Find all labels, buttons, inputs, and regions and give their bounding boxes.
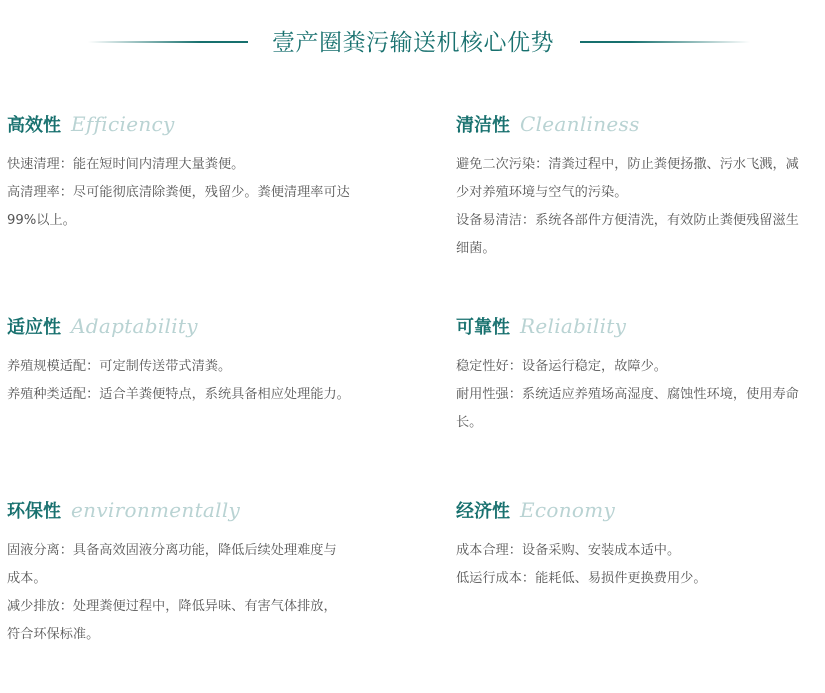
card-heading bbox=[7, 496, 379, 524]
header-divider-right bbox=[580, 41, 750, 43]
card-title-en: Cleanliness bbox=[520, 112, 640, 136]
card-title-en: Reliability bbox=[520, 314, 627, 338]
card-heading bbox=[456, 110, 825, 138]
card-title-zh: 经济性 bbox=[456, 501, 510, 522]
card-title-en: Efficiency bbox=[71, 112, 175, 136]
card-line: 减少排放：处理粪便过程中，降低异味、有害气体排放， bbox=[7, 599, 337, 614]
advantage-card-reliability bbox=[456, 312, 825, 437]
card-title-zh: 高效性 bbox=[7, 115, 61, 136]
card-line: 低运行成本：能耗低、易损件更换费用少。 bbox=[456, 571, 707, 586]
card-title-zh: 可靠性 bbox=[456, 317, 510, 338]
advantage-card-cleanliness bbox=[456, 110, 825, 263]
card-title-en: Adaptability bbox=[71, 314, 198, 338]
card-title-en: Economy bbox=[520, 498, 616, 522]
card-line: 快速清理：能在短时间内清理大量粪便。 bbox=[7, 157, 245, 172]
card-body bbox=[7, 151, 379, 235]
card-line: 符合环保标准。 bbox=[7, 627, 100, 642]
advantage-card-environmental bbox=[7, 496, 379, 649]
card-line: 养殖种类适配：适合羊粪便特点，系统具备相应处理能力。 bbox=[7, 387, 350, 402]
card-line: 细菌。 bbox=[456, 241, 496, 256]
card-title-zh: 环保性 bbox=[7, 501, 61, 522]
card-body bbox=[456, 353, 825, 437]
section-header bbox=[0, 24, 825, 64]
card-line: 避免二次污染：清粪过程中，防止粪便扬撒、污水飞溅，减 bbox=[456, 157, 799, 172]
card-line: 99%以上。 bbox=[7, 213, 76, 228]
advantage-card-adaptability bbox=[7, 312, 379, 409]
card-heading bbox=[456, 496, 825, 524]
card-title-zh: 清洁性 bbox=[456, 115, 510, 136]
advantage-card-economy bbox=[456, 496, 825, 593]
page-title: 壹产圈粪污输送机核心优势 bbox=[272, 30, 554, 56]
card-body bbox=[456, 537, 825, 593]
card-line: 稳定性好：设备运行稳定，故障少。 bbox=[456, 359, 667, 374]
card-line: 长。 bbox=[456, 415, 483, 430]
card-line: 成本合理：设备采购、安装成本适中。 bbox=[456, 543, 681, 558]
card-line: 成本。 bbox=[7, 571, 47, 586]
card-body bbox=[7, 353, 379, 409]
card-body bbox=[7, 537, 379, 649]
advantage-card-efficiency bbox=[7, 110, 379, 235]
card-line: 设备易清洁：系统各部件方便清洗，有效防止粪便残留滋生 bbox=[456, 213, 799, 228]
card-line: 耐用性强：系统适应养殖场高湿度、腐蚀性环境，使用寿命 bbox=[456, 387, 799, 402]
card-line: 高清理率：尽可能彻底清除粪便，残留少。粪便清理率可达 bbox=[7, 185, 350, 200]
card-line: 固液分离：具备高效固液分离功能，降低后续处理难度与 bbox=[7, 543, 337, 558]
card-line: 养殖规模适配：可定制传送带式清粪。 bbox=[7, 359, 232, 374]
card-heading bbox=[7, 110, 379, 138]
header-divider-left bbox=[88, 41, 248, 43]
card-body bbox=[456, 151, 825, 263]
card-title-zh: 适应性 bbox=[7, 317, 61, 338]
card-heading bbox=[7, 312, 379, 340]
card-line: 少对养殖环境与空气的污染。 bbox=[456, 185, 628, 200]
card-title-en: environmentally bbox=[71, 498, 241, 522]
card-heading bbox=[456, 312, 825, 340]
